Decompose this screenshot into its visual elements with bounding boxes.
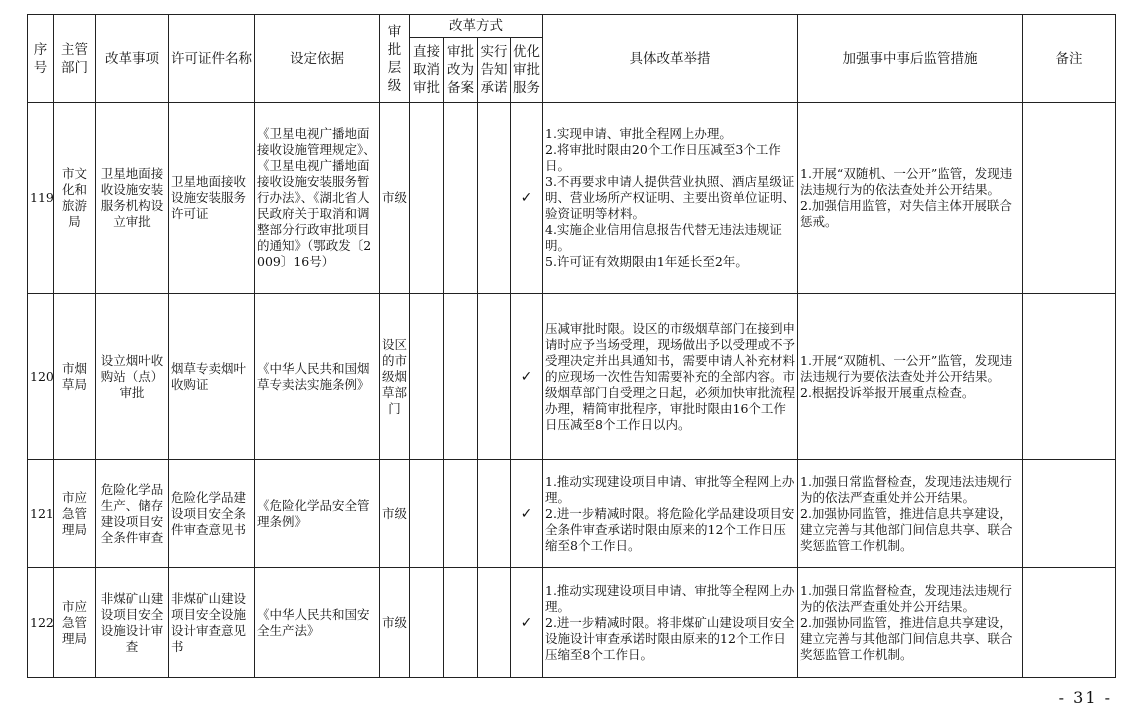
row-seq: 122 <box>28 568 54 678</box>
row-basis: 《卫星电视广播地面接收设施管理规定》、《卫星电视广播地面接收设施安装服务暂行办法》、《湖北省人民政府关于取消和调整部分行政审批项目的通知》（鄂政发〔2009〕16号） <box>255 103 380 294</box>
row-measures: 1.推动实现建设项目申请、审批等全程网上办理。 2.进一步精减时限。将非煤矿山建设项目安全设施设计审查承诺时限由原来的12个工作日压缩至8个工作日。 <box>543 568 798 678</box>
header-dept: 主管部门 <box>54 15 96 103</box>
header-mode-group: 改革方式 <box>410 15 543 38</box>
row-seq: 120 <box>28 294 54 460</box>
row-item: 非煤矿山建设项目安全设施设计审查 <box>96 568 169 678</box>
checkmark-icon: ✓ <box>511 294 543 460</box>
row-measures: 1.推动实现建设项目申请、审批等全程网上办理。 2.进一步精减时限。将危险化学品建设项目安全条件审查承诺时限由原来的12个工作日压缩至8个工作日。 <box>543 460 798 568</box>
row-mode-notify <box>478 103 511 294</box>
header-mode-record: 审批改为备案 <box>444 38 478 103</box>
header-level: 审批层级 <box>380 15 410 103</box>
header-remark: 备注 <box>1023 15 1116 103</box>
row-item: 设立烟叶收购站（点）审批 <box>96 294 169 460</box>
row-remark <box>1023 294 1116 460</box>
row-measures: 1.实现申请、审批全程网上办理。 2.将审批时限由20个工作日压减至3个工作日。 3.不再要求申请人提供营业执照、酒店星级证明、营业场所产权证明、主要出资单位证明、验资证明等材料。 4.实施企业信用信息报告代替无违法违规证明。 5.许可证有效期限由1年延长至2年。 <box>543 103 798 294</box>
row-mode-notify <box>478 568 511 678</box>
row-level: 设区的市级烟草部门 <box>380 294 410 460</box>
header-measures: 具体改革举措 <box>543 15 798 103</box>
row-basis: 《中华人民共和国安全生产法》 <box>255 568 380 678</box>
row-license: 非煤矿山建设项目安全设施设计审查意见书 <box>169 568 255 678</box>
row-seq: 121 <box>28 460 54 568</box>
header-item: 改革事项 <box>96 15 169 103</box>
row-supervision: 1.加强日常监督检查，发现违法违规行为的依法严查重处并公开结果。 2.加强协同监管，推进信息共享建设，建立完善与其他部门间信息共享、联合奖惩监管工作机制。 <box>798 568 1023 678</box>
row-mode-record <box>444 103 478 294</box>
row-license: 危险化学品建设项目安全条件审查意见书 <box>169 460 255 568</box>
table-row <box>28 568 1116 678</box>
row-dept: 市烟草局 <box>54 294 96 460</box>
row-mode-cancel <box>410 568 444 678</box>
row-level: 市级 <box>380 103 410 294</box>
row-mode-cancel <box>410 460 444 568</box>
row-mode-record <box>444 294 478 460</box>
row-mode-notify <box>478 460 511 568</box>
header-basis: 设定依据 <box>255 15 380 103</box>
row-seq: 119 <box>28 103 54 294</box>
row-level: 市级 <box>380 568 410 678</box>
table-row <box>28 103 1116 294</box>
row-basis: 《中华人民共和国烟草专卖法实施条例》 <box>255 294 380 460</box>
row-dept: 市应急管理局 <box>54 568 96 678</box>
row-item: 危险化学品生产、储存建设项目安全条件审查 <box>96 460 169 568</box>
row-supervision: 1.开展“双随机、一公开”监管，发现违法违规行为的依法查处并公开结果。 2.加强信用监管，对失信主体开展联合惩戒。 <box>798 103 1023 294</box>
row-license: 卫星地面接收设施安装服务许可证 <box>169 103 255 294</box>
table-row <box>28 460 1116 568</box>
row-supervision: 1.加强日常监督检查，发现违法违规行为的依法严查重处并公开结果。 2.加强协同监管，推进信息共享建设，建立完善与其他部门间信息共享、联合奖惩监管工作机制。 <box>798 460 1023 568</box>
header-mode-cancel: 直接取消审批 <box>410 38 444 103</box>
header-mode-notify: 实行告知承诺 <box>478 38 511 103</box>
row-level: 市级 <box>380 460 410 568</box>
row-mode-cancel <box>410 103 444 294</box>
reform-table <box>27 14 1116 678</box>
row-mode-cancel <box>410 294 444 460</box>
page-number: - 31 - <box>1058 688 1112 707</box>
row-remark <box>1023 568 1116 678</box>
header-license: 许可证件名称 <box>169 15 255 103</box>
row-mode-record <box>444 568 478 678</box>
checkmark-icon: ✓ <box>511 568 543 678</box>
header-mode-optimize: 优化审批服务 <box>511 38 543 103</box>
row-mode-record <box>444 460 478 568</box>
header-supervision: 加强事中事后监管措施 <box>798 15 1023 103</box>
row-dept: 市文化和旅游局 <box>54 103 96 294</box>
header-seq: 序号 <box>28 15 54 103</box>
row-mode-notify <box>478 294 511 460</box>
checkmark-icon: ✓ <box>511 460 543 568</box>
row-item: 卫星地面接收设施安装服务机构设立审批 <box>96 103 169 294</box>
row-remark <box>1023 103 1116 294</box>
table-row <box>28 294 1116 460</box>
row-license: 烟草专卖烟叶收购证 <box>169 294 255 460</box>
checkmark-icon: ✓ <box>511 103 543 294</box>
row-supervision: 1.开展“双随机、一公开”监管，发现违法违规行为要依法查处并公开结果。 2.根据投诉举报开展重点检查。 <box>798 294 1023 460</box>
row-remark <box>1023 460 1116 568</box>
row-dept: 市应急管理局 <box>54 460 96 568</box>
row-measures: 压减审批时限。设区的市级烟草部门在接到申请时应予当场受理，现场做出予以受理或不予受理决定并出具通知书，需要申请人补充材料的应现场一次性告知需要补充的全部内容。市级烟草部门自受理之日起，必须加快审批流程办理，精简审批程序，审批时限由16个工作日压减至8个工作日以内。 <box>543 294 798 460</box>
row-basis: 《危险化学品安全管理条例》 <box>255 460 380 568</box>
